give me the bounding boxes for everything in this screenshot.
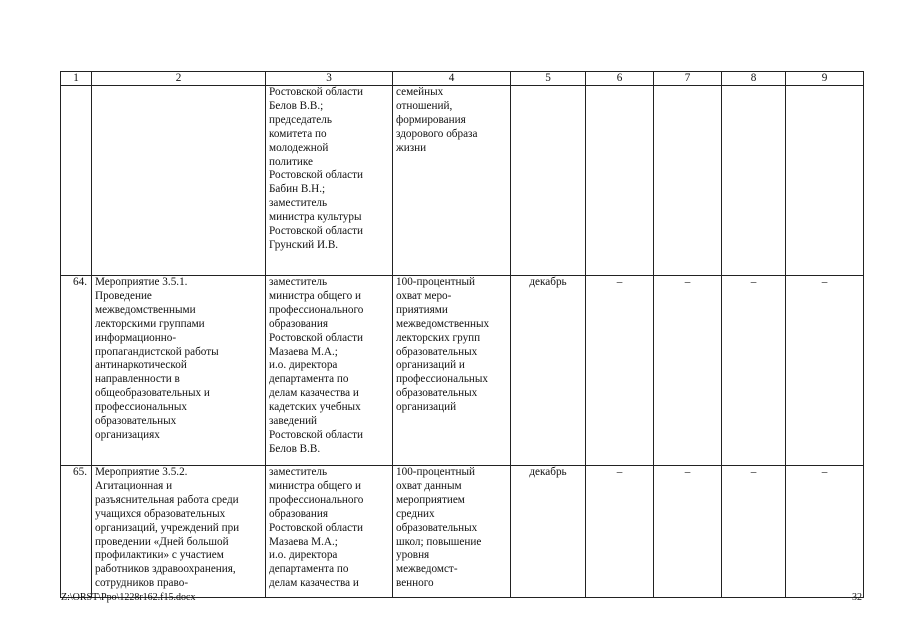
cell-line: жизни [396,141,427,154]
measure-cell [92,276,266,466]
row-number: 65. [61,466,92,598]
cell-line: Белов В.В. [269,442,321,455]
cell-line: заместитель [269,276,328,288]
value-cell: – [786,466,864,598]
table-row [61,466,864,598]
value-cell: – [654,466,722,598]
result-cell [393,276,511,466]
cell-line: венного [396,577,434,590]
cell-line: межведомственными [95,303,196,316]
cell-line: проведении «Дней большой [95,535,229,548]
cell-line: разъяснительная работа среди [95,493,239,506]
column-number: 1 [61,72,92,86]
cell-line: 100-процентный [396,276,476,288]
cell-line: образовательных [95,415,177,428]
result-cell [393,466,511,598]
cell-line: организаций, учреждений при [95,521,240,534]
value-cell [722,86,786,276]
cell-line: общеобразовательных и [95,387,210,400]
responsible-cell [266,466,393,598]
cell-line: департамента по [269,563,349,576]
cell-line: формирования [396,113,466,126]
value-cell: – [786,276,864,466]
cell-line: Ростовской области [269,331,363,344]
cell-line: Ростовской области [269,428,363,441]
cell-line: председатель [269,113,332,126]
cell-line: Ростовской области [269,521,363,534]
cell-line: Белов В.В.; [269,99,324,112]
row-number: 64. [61,276,92,466]
cell-line: приятиями [396,303,448,316]
cell-line: Мероприятие 3.5.2. [95,466,188,478]
cell-line: заместитель [269,197,328,210]
cell-line: образовательных [396,345,478,358]
measure-cell [92,466,266,598]
value-cell [654,86,722,276]
table-row [61,86,864,276]
cell-line: Агитационная и [95,479,173,492]
cell-line: организаций и [396,359,465,372]
cell-line: Ростовской области [269,169,363,182]
cell-line: отношений, [396,99,453,112]
cell-line: Грунский И.В. [269,238,339,251]
row-number [61,86,92,276]
cell-line: лекторскими группами [95,317,205,330]
column-number: 8 [722,72,786,86]
cell-line: лекторских групп [396,331,481,344]
cell-line: департамента по [269,373,349,386]
column-number-row [61,72,864,86]
cell-line: информационно- [95,331,177,344]
cell-line: Ростовской области [269,86,363,98]
cell-line: здорового образа [396,127,478,140]
cell-line: образования [269,317,329,330]
cell-line: Мазаева М.А.; [269,345,338,358]
cell-line: образовательных [396,521,478,534]
cell-line: Проведение [95,289,152,302]
value-cell: – [722,466,786,598]
result-cell [393,86,511,276]
cell-line: министра общего и [269,479,361,492]
cell-line: делам казачества и [269,577,359,590]
cell-line: средних [396,507,435,520]
cell-line: кадетских учебных [269,401,361,414]
cell-line: министра общего и [269,289,361,302]
cell-line: Ростовской области [269,225,363,238]
cell-line: профессиональных [396,373,489,386]
cell-line: антинаркотической [95,359,187,372]
cell-line: молодежной [269,141,329,154]
cell-line: Мероприятие 3.5.1. [95,276,188,288]
term-cell: декабрь [511,466,586,598]
value-cell: – [654,276,722,466]
cell-line: и.о. директора [269,549,338,562]
column-number: 9 [786,72,864,86]
file-path: Z:\ORST\Ppo\1228r162.f15.docx [61,592,196,603]
term-cell [511,86,586,276]
value-cell [586,86,654,276]
column-number: 2 [92,72,266,86]
cell-line: семейных [396,86,444,98]
cell-line: организаций [396,401,457,414]
value-cell: – [586,276,654,466]
cell-line: образовательных [396,387,478,400]
cell-line: учащихся образовательных [95,507,226,520]
cell-line: межведомственных [396,317,490,330]
cell-line: мероприятием [396,493,465,506]
cell-line: 100-процентный [396,466,476,478]
cell-line: сотрудников право- [95,577,189,590]
cell-line: Бабин В.Н.; [269,183,326,196]
cell-line: делам казачества и [269,387,359,400]
cell-line: организациях [95,428,160,441]
cell-line: охват меро- [396,289,452,302]
cell-line: пропагандистской работы [95,345,219,358]
measure-cell [92,86,266,276]
cell-line: уровня [396,549,430,562]
cell-line: министра культуры [269,211,362,224]
value-cell: – [722,276,786,466]
cell-line: работников здравоохранения, [95,563,236,576]
responsible-cell [266,86,393,276]
cell-line: заместитель [269,466,328,478]
column-number: 6 [586,72,654,86]
cell-line: профилактики» с участием [95,549,224,562]
column-number: 4 [393,72,511,86]
page-number: 32 [852,592,862,603]
cell-line: Мазаева М.А.; [269,535,338,548]
measures-table [60,71,864,598]
value-cell [786,86,864,276]
cell-line: комитета по [269,127,327,140]
cell-line: профессионального [269,493,364,506]
cell-line: охват данным [396,479,462,492]
cell-line: профессиональных [95,401,188,414]
cell-line: школ; повышение [396,535,482,548]
cell-line: профессионального [269,303,364,316]
cell-line: политике [269,155,314,168]
table-row [61,276,864,466]
cell-line: межведомст- [396,563,458,576]
term-cell: декабрь [511,276,586,466]
column-number: 7 [654,72,722,86]
column-number: 5 [511,72,586,86]
responsible-cell [266,276,393,466]
value-cell: – [586,466,654,598]
cell-line: направленности в [95,373,180,386]
cell-line: и.о. директора [269,359,338,372]
column-number: 3 [266,72,393,86]
cell-line: образования [269,507,329,520]
cell-line: заведений [269,415,318,428]
